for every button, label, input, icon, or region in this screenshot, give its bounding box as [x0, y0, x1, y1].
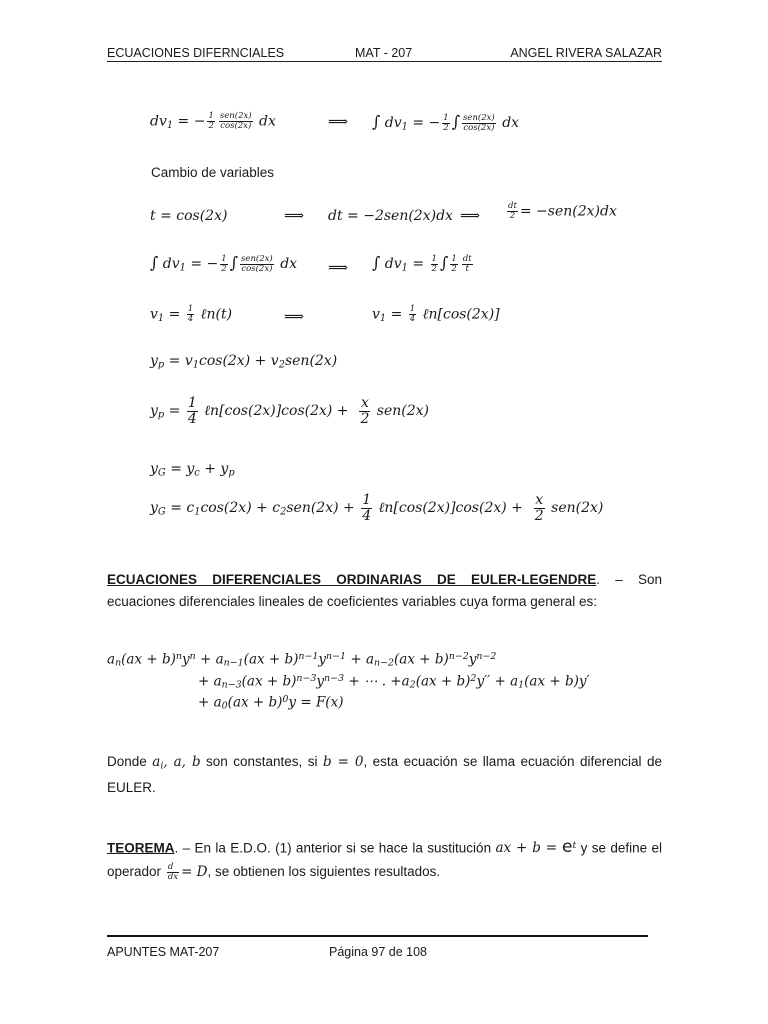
- equation-v1-ln-cos: $v_1$ = $\frac{1}{4}$ ℓn[cos(2x)]: [372, 304, 500, 324]
- teorema-title: TEOREMA: [107, 840, 175, 856]
- equation-yp-particular: $y_p$ = $\frac{1}{4}$ ℓn[cos(2x)]cos(2x) + $\frac{x}{2}$ sen(2x): [150, 395, 430, 427]
- equation-integral-dt: ∫ $dv_1$ = $\frac{1}{2}$ ∫ $\frac{1}{2}$ $\frac{dt}{t}$: [372, 253, 472, 274]
- footer-divider: [107, 935, 648, 937]
- header-course-topic: ECUACIONES DIFERNCIALES: [107, 46, 285, 60]
- implies-arrow: ⟹: [284, 208, 305, 224]
- equation-integral-dv1-again: ∫ $dv_1$ = − $\frac{1}{2}$ ∫ $\frac{\text{sen(2x)}}{\cos(2x)}$ dx: [150, 253, 298, 274]
- implies-arrow: ⟹: [328, 260, 349, 276]
- equation-general-form-line2: + $a_{n-3}(ax + b)^{n-3}y^{n-3}$ + ⋯ . $+a_2(ax + b)^2y'' + a_1(ax + b)y'$: [198, 673, 590, 691]
- constants-ai-a-b: $a_i$, a, b: [152, 754, 201, 772]
- teorema-text-1: . – En la E.D.O. (1) anterior si se hace la sustitución: [174, 840, 492, 856]
- implies-arrow: ⟹: [284, 309, 305, 325]
- footer-page-number: Página 97 de 108: [329, 945, 428, 959]
- section-intro: . – Son ecuaciones diferenciales lineales de coeficientes variables cuya forma general es:: [107, 572, 662, 609]
- equation-dt-half: $\frac{dt}{2}$ = −sen(2x)dx: [508, 201, 617, 221]
- teorema-text-3: , se obtienen los siguientes resultados.: [207, 864, 441, 880]
- operator-d-dx: $\frac{d}{dx}$ = D: [167, 862, 208, 883]
- header-divider: [107, 61, 662, 62]
- donde-text-3: , esta ecuación se llama ecuación diferencial de EULER.: [107, 754, 662, 796]
- equation-t-substitution: t = cos(2x): [150, 208, 228, 224]
- equation-dt: dt = −2sen(2x)dx: [328, 208, 453, 224]
- b-equals-zero: b = 0: [322, 754, 364, 770]
- teorema-text-2: y se define el operador: [107, 840, 662, 880]
- change-of-variables-label: Cambio de variables: [151, 165, 275, 180]
- equation-yg-sum: $y_G = y_c + y_p$: [150, 461, 235, 479]
- euler-legendre-paragraph: [107, 569, 662, 613]
- header-author: ANGEL RIVERA SALAZAR: [510, 46, 662, 60]
- donde-text-1: Donde: [107, 754, 147, 769]
- equation-v1-ln-t: $v_1$ = $\frac{1}{4}$ ℓn(t): [150, 304, 233, 324]
- page-header: [107, 46, 662, 62]
- header-course-code: MAT - 207: [355, 46, 413, 60]
- donde-text-2: son constantes, si: [206, 754, 318, 769]
- equation-dv1: $dv_1$ = − $\frac{1}{2}$ $\frac{\text{sen(2x)}}{\cos(2x)}$ dx: [150, 111, 276, 131]
- teorema-paragraph: [107, 834, 662, 884]
- equation-integral-dv1: ∫ $dv_1$ = − $\frac{1}{2}$ ∫ $\frac{\text{sen(2x)}}{\cos(2x)}$ dx: [372, 112, 520, 133]
- footer-left: APUNTES MAT-207: [107, 945, 220, 959]
- equation-general-form-line3: + $a_0(ax + b)^0y = F(x)$: [198, 694, 344, 712]
- implies-arrow: ⟹: [328, 114, 349, 130]
- equation-yp-general: $y_p = v_1\cos(2x) + v_2sen(2x)$: [150, 353, 338, 371]
- donde-paragraph: [107, 751, 662, 799]
- section-title: ECUACIONES DIFERENCIALES ORDINARIAS DE EULER-LEGENDRE: [107, 572, 597, 587]
- substitution-equation: ax + $b = e^t$: [495, 837, 577, 858]
- equation-general-form-line1: $a_n(ax + b)^ny^n + a_{n-1}(ax + b)^{n-1}y^{n-1} + a_{n-2}(ax + b)^{n-2}y^{n-2}$: [107, 651, 497, 669]
- equation-yg-solution: $y_G = c_1\cos(2x) + c_2sen(2x)$ + $\frac{1}{4}$ ℓn[cos(2x)]cos(2x) + $\frac{x}{2}$ sen(2x): [150, 492, 604, 524]
- implies-arrow: ⟹: [460, 208, 481, 224]
